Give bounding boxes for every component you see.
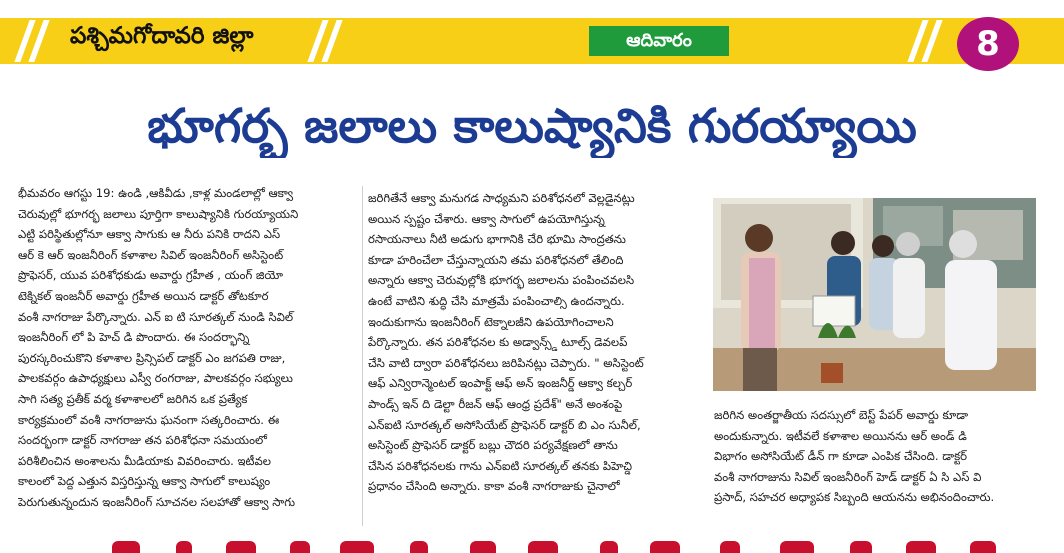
article-line: పాండ్స్ ఇన్ ది డెల్టా రీజన్ ఆఫ్ ఆంధ్ర ప్రదేశ్" అనే అంశంపై [368, 396, 623, 411]
article-line: ఆర్ కె ఆర్ ఇంజనీరింగ్ కళాశాల సివిల్ ఇంజనీరింగ్ అసిస్టెంట్ [18, 247, 284, 262]
article-column-2 [368, 188, 710, 497]
article-line: చేసి వాటి ద్వారా పరిశోధనలు జరిపినట్లు చెప్పారు. " అసిస్టెంట్ [368, 355, 644, 370]
article-line: వంశీ నాగరాజు పేర్కొన్నారు. ఎన్ ఐ టి సూరత్కల్ నుండి సివిల్ [18, 309, 294, 324]
column-divider [362, 186, 363, 526]
article-line: అయిన స్పష్టం చేశారు. ఆక్వా సాగులో ఉపయోగిస్తున్న [368, 211, 605, 226]
article-line: చెరువుల్లో భూగర్భ జలాలు పూర్తిగా కాలుష్యానికి గురయ్యాయని [18, 206, 299, 221]
award-photo-illustration [713, 198, 1036, 391]
article-line: కార్యక్రమంలో వంశీ నాగరాజును ఘనంగా సత్కరించారు. ఈ [18, 412, 280, 427]
article-line: భీమవరం ఆగస్టు 19: ఉండి ,ఆకివీడు ,కాళ్ల మండలాల్లో ఆక్వా [18, 186, 294, 200]
article-line: పరిశీలించిన అంశాలను మీడియాకు వివరించారు. ఇటీవల [18, 453, 271, 468]
article-line: సాగి సత్య ప్రతీక్ వర్మ కళాశాలలో జరిగిన ఒక ప్రత్యేక [18, 391, 248, 406]
article-line: టెక్నికల్ ఇంజనీర్ అవార్డు గ్రహీత అయిన డాక్టర్ తోటకూర [18, 288, 269, 303]
article-line: పాలకవర్గం ఉపాధ్యక్షులు ఎస్వీ రంగరాజు, పాలకవర్గం సభ్యులు [18, 371, 293, 386]
article-line: ఎట్టి పరిస్థితుల్లోనూ ఆక్వా సాగుకు ఆ నీరు పనికి రాదని ఎస్ [18, 227, 281, 242]
article-line: సందర్భంగా డాక్టర్ నాగరాజు తన పరిశోధనా సమయంలో [18, 433, 267, 448]
article-line: పేర్కొన్నారు. తన పరిశోధనల కు అడ్వాన్స్డ్ టూల్స్ డెవలప్ [368, 335, 628, 350]
article-line: ప్రధానం చేసింది అన్నారు. కాకా వంశీ నాగరాజుకు చైనాలో [368, 479, 620, 494]
article-line: ప్రొఫెసర్, యువ పరిశోధకుడు అవార్డు గ్రహీత , యంగ్ జియో [18, 268, 284, 283]
article-column-3 [714, 405, 1036, 508]
article-line: పెరుగుతున్నందున ఇంజనీరింగ్ సూచనల సలహాతో ఆక్వా సాగు [18, 494, 296, 509]
page-header [0, 0, 1064, 68]
article-line: అసిస్టెంట్ ప్రొఫెసర్ డాక్టర్ బబ్లు చౌదరి పర్యవేక్షణలో తాను [368, 438, 618, 453]
article-line: జరిగిన అంతర్జాతీయ సదస్సులో బెస్ట్ పేపర్ అవార్డు కూడా [714, 408, 969, 422]
page-number-badge: 8 [957, 17, 1019, 71]
article-line: ఇంజనీరింగ్ లో పి హెచ్ డి పొందారు. ఈ సందర్భాన్ని [18, 330, 250, 345]
day-label: ఆదివారం [589, 26, 729, 56]
article-line: ఇందుకుగాను ఇంజనీరింగ్ టెక్నాలజీని ఉపయోగించాలని [368, 314, 614, 329]
next-headline-fragment [0, 541, 1064, 553]
article-line: చేసిన పరిశోధనలకు గాను ఎన్ఐటి సూరత్కల్ తనకు పిహెచ్డి [368, 458, 632, 473]
article-line: అందుకున్నారు. ఇటీవలే కళాశాల అయినను ఆర్ అండ్ డి [714, 428, 967, 443]
article-line: విభాగం అసోసియేట్ డీన్ గా కూడా ఎంపిక చేసింది. డాక్టర్ [714, 449, 968, 464]
article-line: రసాయనాలు నీటి అడుగు భాగానికి చేరి భూమి సాంద్రతను [368, 232, 626, 247]
article-line: ఉంటే వాటిని శుద్ధి చేసి మాత్రమే పంపించాల్సి ఉందన్నారు. [368, 293, 625, 308]
article-line: పురస్కరించుకొని కళాశాల ప్రిన్సిపల్ డాక్టర్ ఎం జగపతి రాజు, [18, 350, 286, 365]
article-line: వంశీ నాగరాజును సివిల్ ఇంజనీరింగ్ హెడ్ డాక్టర్ ఏ సి ఎస్ వి [714, 469, 982, 484]
article-line: ఆఫ్ ఎన్విరాన్మెంటల్ ఇంపాక్ట్ ఆఫ్ అన్ ఇంజనీర్డ్ ఆక్వా కల్చర్ [368, 376, 633, 391]
article-headline: భూగర్భ జలాలు కాలుష్యానికి గురయ్యాయి [147, 99, 917, 154]
district-name: పశ్చిమగోదావరి జిల్లా [70, 23, 254, 49]
article-line: కాలంలో పెద్ద ఎత్తున విస్తరిస్తున్న ఆక్వా సాగులో కాలుష్యం [18, 474, 271, 489]
article-line: జరిగితేనే ఆక్వా మనుగడ సాధ్యమని పరిశోధనలో వెల్లడైనట్లు [368, 191, 635, 205]
article-column-1 [18, 183, 370, 513]
article-line: ప్రసాద్, సహచర అధ్యాపక సిబ్బంది ఆయనను అభినందించారు. [714, 490, 995, 505]
article-line: కూడా హరించేలా చేస్తున్నాయని తమ పరిశోధనలో తేలింది [368, 252, 624, 267]
award-photo [713, 198, 1036, 391]
article-line: అన్నారు ఆక్వా చెరువుల్లోకి భూగర్భ జలాలను పంపించవలసి [368, 273, 635, 288]
article-line: ఎన్ఐటి సూరత్కల్ అసోసియేట్ ప్రొఫెసర్ డాక్టర్ బి ఎం సునీల్, [368, 417, 641, 432]
